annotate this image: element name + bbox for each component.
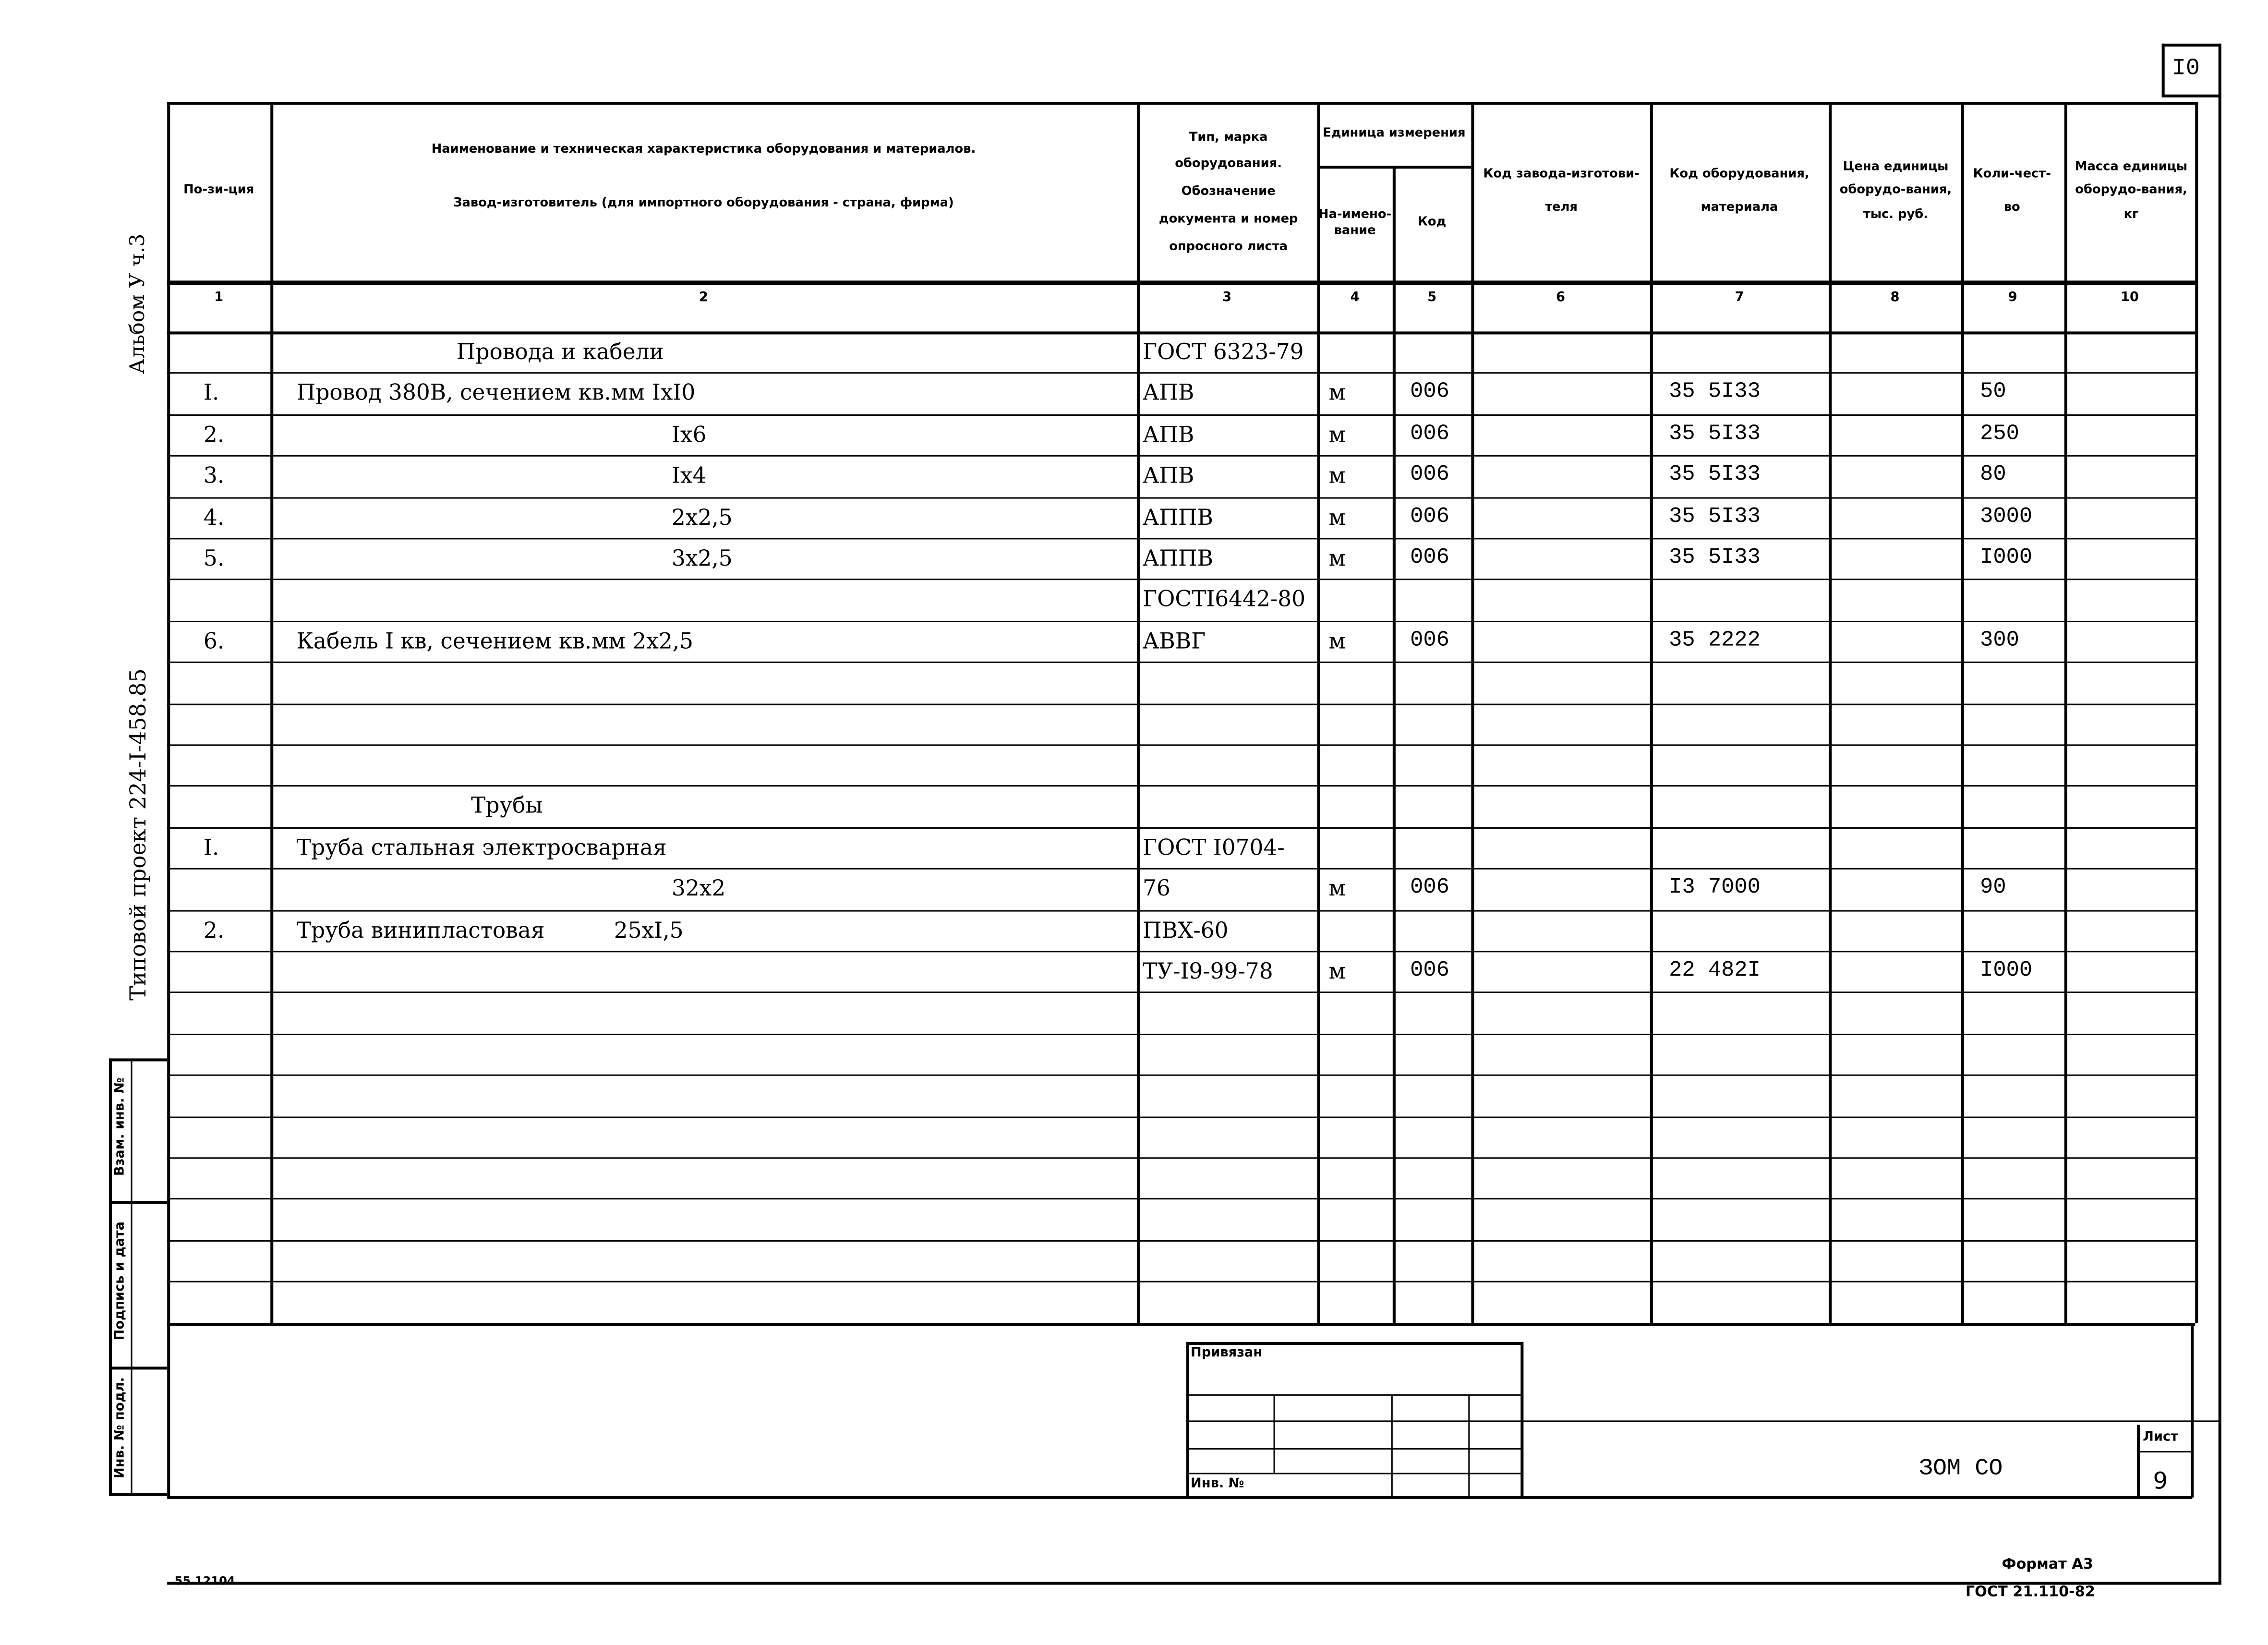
- cell-type: 76: [1143, 875, 1170, 902]
- tb-line: [1468, 1394, 1470, 1498]
- column-number: 6: [1556, 290, 1566, 305]
- archive-number: 55 12104: [174, 1574, 235, 1588]
- header-name-line2: Завод-изготовитель (для импортного оборудования - страна, фирма): [453, 195, 954, 211]
- tb-line: [1274, 1394, 1275, 1473]
- column-number: 1: [214, 290, 224, 305]
- cell-unit: м: [1328, 504, 1346, 530]
- stamp-inv-original: Инв. № подл.: [113, 1377, 128, 1478]
- cell-code: 006: [1410, 875, 1449, 900]
- cell-type: АППВ: [1143, 545, 1214, 572]
- sheet-box-top: [2162, 44, 2220, 47]
- cell-type: АПВ: [1143, 421, 1194, 448]
- row-line: [167, 1075, 2195, 1076]
- row-line: [167, 1033, 2195, 1035]
- cell-equip: 35 5I33: [1669, 504, 1761, 529]
- cell-type: АПВ: [1143, 380, 1194, 406]
- row-line: [167, 992, 2195, 993]
- header-bottom: [167, 280, 2195, 285]
- cell-name: 32x2: [671, 875, 726, 902]
- header-mass: Масса единицы оборудо-вания, кг: [2075, 160, 2188, 222]
- cell-qty: 300: [1980, 628, 2019, 653]
- row-line: [167, 868, 2195, 870]
- cell-equip: 22 482I: [1669, 958, 1761, 983]
- inv-no-label: Инв. №: [1190, 1477, 1244, 1492]
- cell-unit: м: [1328, 462, 1346, 489]
- tb-bottom: [167, 1496, 2192, 1499]
- cell-type: ГОСТI6442-80: [1143, 586, 1306, 613]
- cell-qty: 250: [1980, 421, 2019, 446]
- header-maker-code: Код завода-изготови-теля: [1483, 168, 1640, 215]
- header-unit-name: На-имено-вание: [1318, 207, 1392, 238]
- column-number: 9: [2008, 290, 2017, 305]
- cell-code: 006: [1410, 421, 1449, 446]
- cell-name: Кабель I кв, сечением кв.мм 2x2,5: [296, 628, 694, 654]
- sheet-value: 9: [2153, 1467, 2168, 1495]
- album-label: Альбом У ч.3: [126, 233, 150, 374]
- row-line: [167, 1116, 2195, 1117]
- stamp-divider: [131, 1058, 133, 1494]
- row-line: [167, 662, 2195, 663]
- header-type: Тип, марка оборудования. Обозначение документа и номер опросного листа: [1158, 130, 1298, 254]
- header-position: По-зи-ция: [183, 183, 254, 198]
- cell-name: Ix6: [671, 421, 707, 448]
- cell-name: Труба винипластовая 25xI,5: [296, 917, 684, 943]
- frame-bottom: [167, 1582, 2221, 1585]
- document-code: ЗОМ СО: [1918, 1455, 2003, 1482]
- column-number: 8: [1890, 290, 1900, 305]
- cell-unit: м: [1328, 628, 1346, 654]
- header-price: Цена единицы оборудо-вания, тыс. руб.: [1839, 160, 1952, 222]
- cell-equip: 35 5I33: [1669, 421, 1761, 446]
- tb-line: [2137, 1425, 2140, 1497]
- cell-equip: 35 5I33: [1669, 462, 1761, 487]
- table-bottom: [167, 1322, 2195, 1325]
- cell-equip: 35 2222: [1669, 628, 1761, 653]
- cell-pos: 4.: [203, 504, 225, 530]
- frame-right: [2219, 44, 2221, 1585]
- cell-name: 2x2,5: [671, 504, 733, 530]
- cell-code: 006: [1410, 545, 1449, 570]
- tb-line: [1186, 1448, 1522, 1450]
- cell-code: 006: [1410, 958, 1449, 983]
- row-line: [167, 1157, 2195, 1159]
- row-line: [167, 703, 2195, 704]
- cell-code: 006: [1410, 380, 1449, 405]
- cell-type: АППВ: [1143, 504, 1214, 530]
- cell-code: 006: [1410, 462, 1449, 487]
- stamp-signature-date: Подпись и дата: [113, 1221, 128, 1341]
- row-line: [167, 1240, 2195, 1241]
- header-unit: Единица измерения: [1323, 126, 1466, 141]
- sheet-label: Лист: [2143, 1430, 2178, 1445]
- header-name-line1: Наименование и техническая характеристика оборудования и материалов.: [431, 142, 976, 157]
- cell-qty: I000: [1980, 545, 2033, 570]
- cell-qty: 80: [1980, 462, 2006, 487]
- sheet-number: I0: [2171, 55, 2200, 82]
- format-label: Формат А3: [2002, 1557, 2093, 1573]
- row-line: [167, 744, 2195, 746]
- cell-qty: 3000: [1980, 504, 2033, 529]
- cell-name: Провод 380В, сечением кв.мм IxI0: [296, 380, 696, 406]
- stamp-replace-inv: Взам. инв. №: [113, 1077, 128, 1176]
- cell-name: 3x2,5: [671, 545, 733, 572]
- cell-code: 006: [1410, 504, 1449, 529]
- cell-name: Трубы: [471, 793, 543, 819]
- header-quantity: Коли-чест-во: [1973, 168, 2051, 215]
- row-line: [167, 1198, 2195, 1200]
- column-number: 3: [1222, 290, 1232, 305]
- tb-line: [1186, 1420, 2221, 1422]
- cell-name: Труба стальная электросварная: [296, 834, 667, 860]
- cell-code: 006: [1410, 628, 1449, 653]
- cell-pos: 5.: [203, 545, 225, 572]
- cell-type: ТУ-I9-99-78: [1143, 958, 1273, 984]
- tb-line: [1186, 1394, 1522, 1396]
- cell-name: Ix4: [671, 462, 707, 489]
- cell-unit: м: [1328, 380, 1346, 406]
- frame-left: [167, 1322, 170, 1496]
- tb-line: [2137, 1451, 2192, 1452]
- tb-line: [1186, 1473, 1522, 1474]
- column-number: 5: [1427, 290, 1437, 305]
- project-label: Типовой проект 224-I-458.85: [125, 668, 151, 1001]
- cell-type: ГОСТ 6323-79: [1143, 339, 1304, 365]
- column-number: 7: [1735, 290, 1744, 305]
- cell-pos: 2.: [203, 917, 225, 943]
- stamp-line: [109, 1201, 167, 1204]
- tb-line: [2191, 1323, 2194, 1497]
- cell-type: АПВ: [1143, 462, 1194, 489]
- header-unit-code: Код: [1417, 215, 1447, 230]
- cell-qty: 50: [1980, 380, 2006, 405]
- cell-type: АВВГ: [1143, 628, 1206, 654]
- cell-unit: м: [1328, 958, 1346, 984]
- cell-type: ПВХ-60: [1143, 917, 1229, 943]
- standard-label: ГОСТ 21.110-82: [1965, 1585, 2095, 1601]
- column-divider: [2195, 102, 2198, 1322]
- cell-equip: I3 7000: [1669, 875, 1761, 900]
- sheet-box-left: [2162, 44, 2165, 96]
- cell-qty: I000: [1980, 958, 2033, 983]
- cell-pos: I.: [203, 380, 219, 406]
- cell-pos: I.: [203, 834, 219, 860]
- row-line: [167, 1281, 2195, 1282]
- attached-label: Привязан: [1190, 1346, 1263, 1361]
- cell-pos: 3.: [203, 462, 225, 489]
- cell-qty: 90: [1980, 875, 2006, 900]
- cell-pos: 6.: [203, 628, 225, 654]
- header-equipment-code: Код оборудования, материала: [1669, 168, 1810, 215]
- column-number: 10: [2121, 290, 2139, 305]
- sheet-box-bottom: [2162, 95, 2220, 97]
- cell-pos: 2.: [203, 421, 225, 448]
- cell-unit: м: [1328, 421, 1346, 448]
- tb-line: [1186, 1342, 1522, 1345]
- cell-equip: 35 5I33: [1669, 380, 1761, 405]
- cell-name: Провода и кабели: [456, 339, 664, 365]
- cell-equip: 35 5I33: [1669, 545, 1761, 570]
- stamp-left: [109, 1058, 112, 1494]
- cell-unit: м: [1328, 875, 1346, 902]
- column-number: 2: [699, 290, 709, 305]
- cell-type: ГОСТ I0704-: [1143, 834, 1285, 860]
- cell-unit: м: [1328, 545, 1346, 572]
- tb-line: [1391, 1394, 1393, 1498]
- column-number: 4: [1350, 290, 1360, 305]
